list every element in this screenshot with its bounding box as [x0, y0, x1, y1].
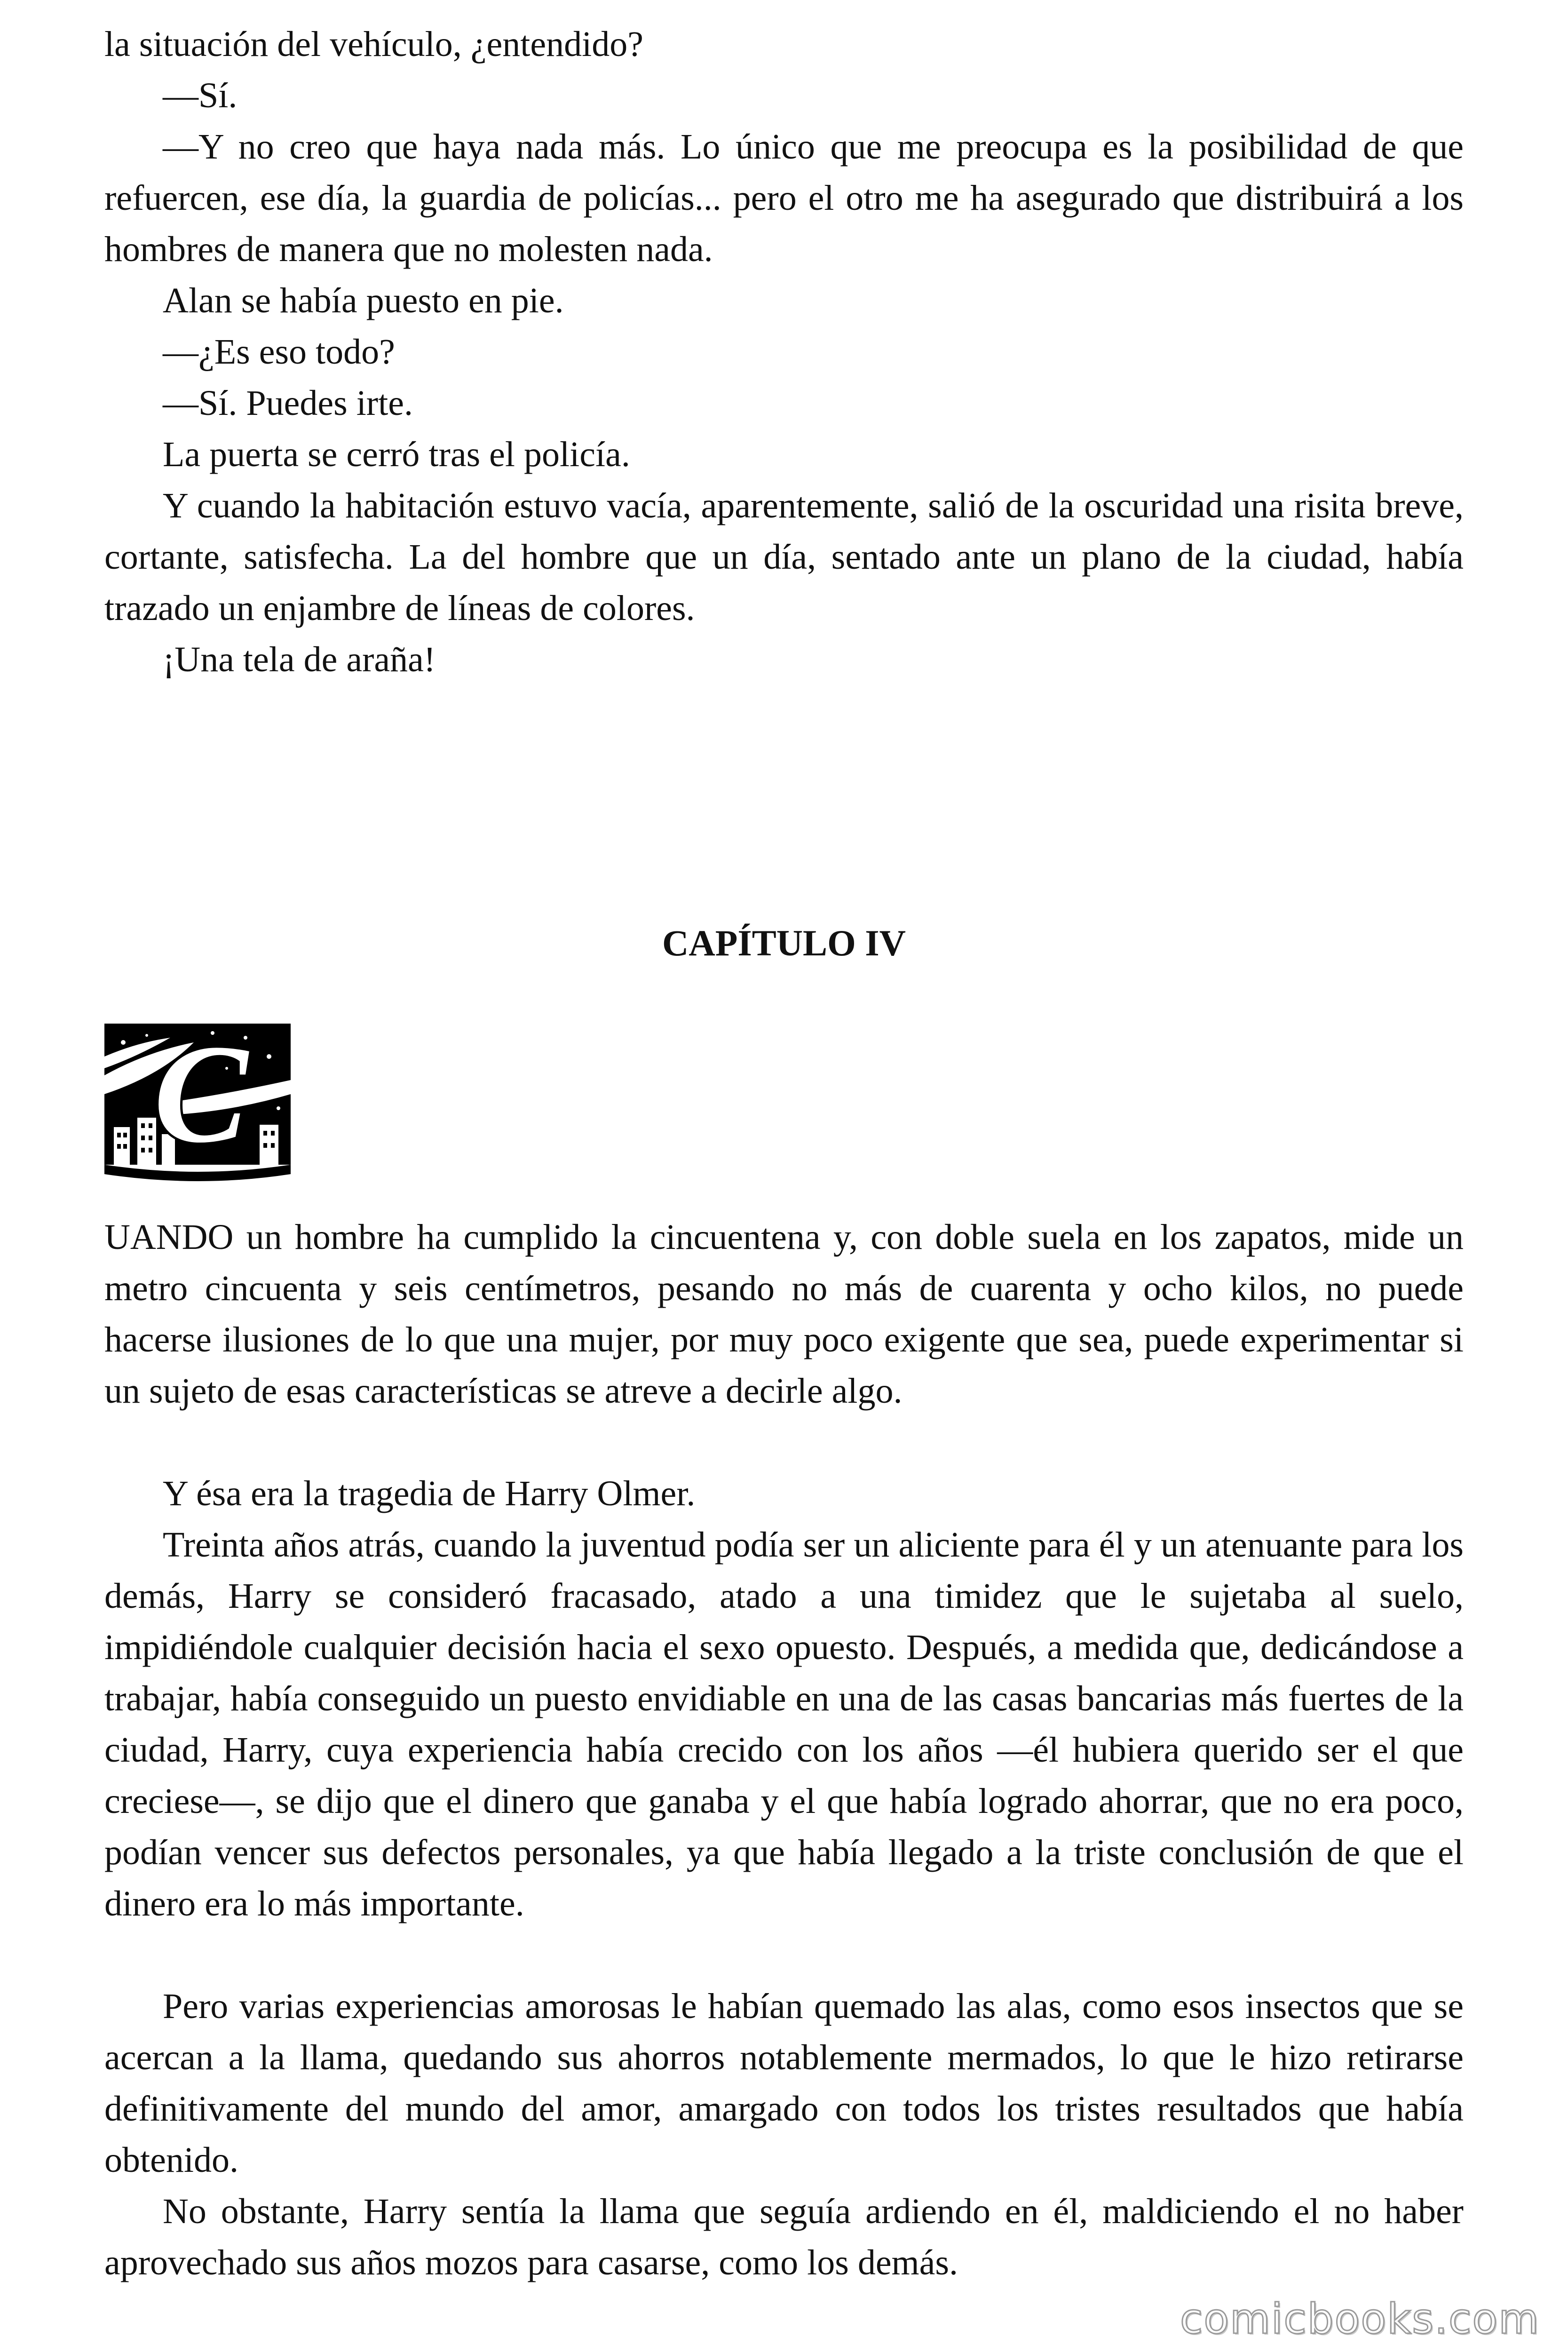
- watermark-logo: comicbooks.com: [1180, 2295, 1540, 2343]
- narration-treinta-anos: Treinta años atrás, cuando la juventud podía ser un aliciente para él y un atenuante para los demás, Harry se consideró fracasado, atado a una timidez que le sujetaba al suelo, impidiéndole cualquier decisión hacia el sexo opuesto. Después, a medida que, dedicándose a trabajar, había conseguido un puesto envidiable en una de las casas bancarias más fuertes de la ciudad, Harry, cuya experiencia había crecido con los años —él hubiera querido ser el que creciese—, se dijo que el dinero que ganaba y el que había logrado ahorrar, que no era poco, podían vencer sus defectos personales, ya que había llegado a la triste conclusión de que el dinero era lo más importante.: [104, 1525, 1464, 1923]
- dialogue-puedes-irte: —Sí. Puedes irte.: [163, 383, 413, 423]
- text-line-vehiculo: la situación del vehículo, ¿entendido?: [104, 24, 643, 64]
- narration-alan: Alan se había puesto en pie.: [163, 281, 564, 320]
- narration-experiencias: Pero varias experiencias amorosas le habían quemado las alas, como esos insectos que se acercan a la llama, quedando sus ahorros notablemente mermados, lo que le hizo retirarse definitivamente del mundo del amor, amargado con todos los tristes resultados que había obtenido.: [104, 1986, 1464, 2180]
- dropcap-letter: C: [153, 1024, 248, 1172]
- dialogue-no-creo: —Y no creo que haya nada más. Lo único que me preocupa es la posibilidad de que refuercen, ese día, la guardia de policías... pero el otro me ha asegurado que distribuirá a los hombres de manera que no molesten nada.: [104, 127, 1464, 269]
- narration-puerta: La puerta se cerró tras el policía.: [163, 435, 630, 474]
- chapter-title: CAPÍTULO IV: [662, 922, 906, 963]
- dropcap-illustration: [104, 1024, 291, 1206]
- dialogue-si: —Sí.: [163, 76, 238, 115]
- narration-risita: Y cuando la habitación estuvo vacía, aparentemente, salió de la oscuridad una risita breve, cortante, satisfecha. La del hombre que un día, sentado ante un plano de la ciudad, había trazado un enjambre de líneas de colores.: [104, 486, 1464, 628]
- chapter-opening-paragraph: UANDO un hombre ha cumplido la cincuentena y, con doble suela en los zapatos, mide un metro cincuenta y seis centímetros, pesando no más de cuarenta y ocho kilos, no puede hacerse ilusiones de lo que una mujer, por muy poco exigente que sea, puede experimentar si un sujeto de esas características se atreve a decirle algo.: [104, 1217, 1464, 1411]
- exclamation-tela-arana: ¡Una tela de araña!: [163, 640, 436, 679]
- dialogue-es-eso-todo: —¿Es eso todo?: [163, 332, 395, 372]
- narration-no-obstante: No obstante, Harry sentía la llama que seguía ardiendo en él, maldiciendo el no haber aprovechado sus años mozos para casarse, como los demás.: [104, 2192, 1464, 2282]
- narration-tragedia: Y ésa era la tragedia de Harry Olmer.: [163, 1474, 696, 1513]
